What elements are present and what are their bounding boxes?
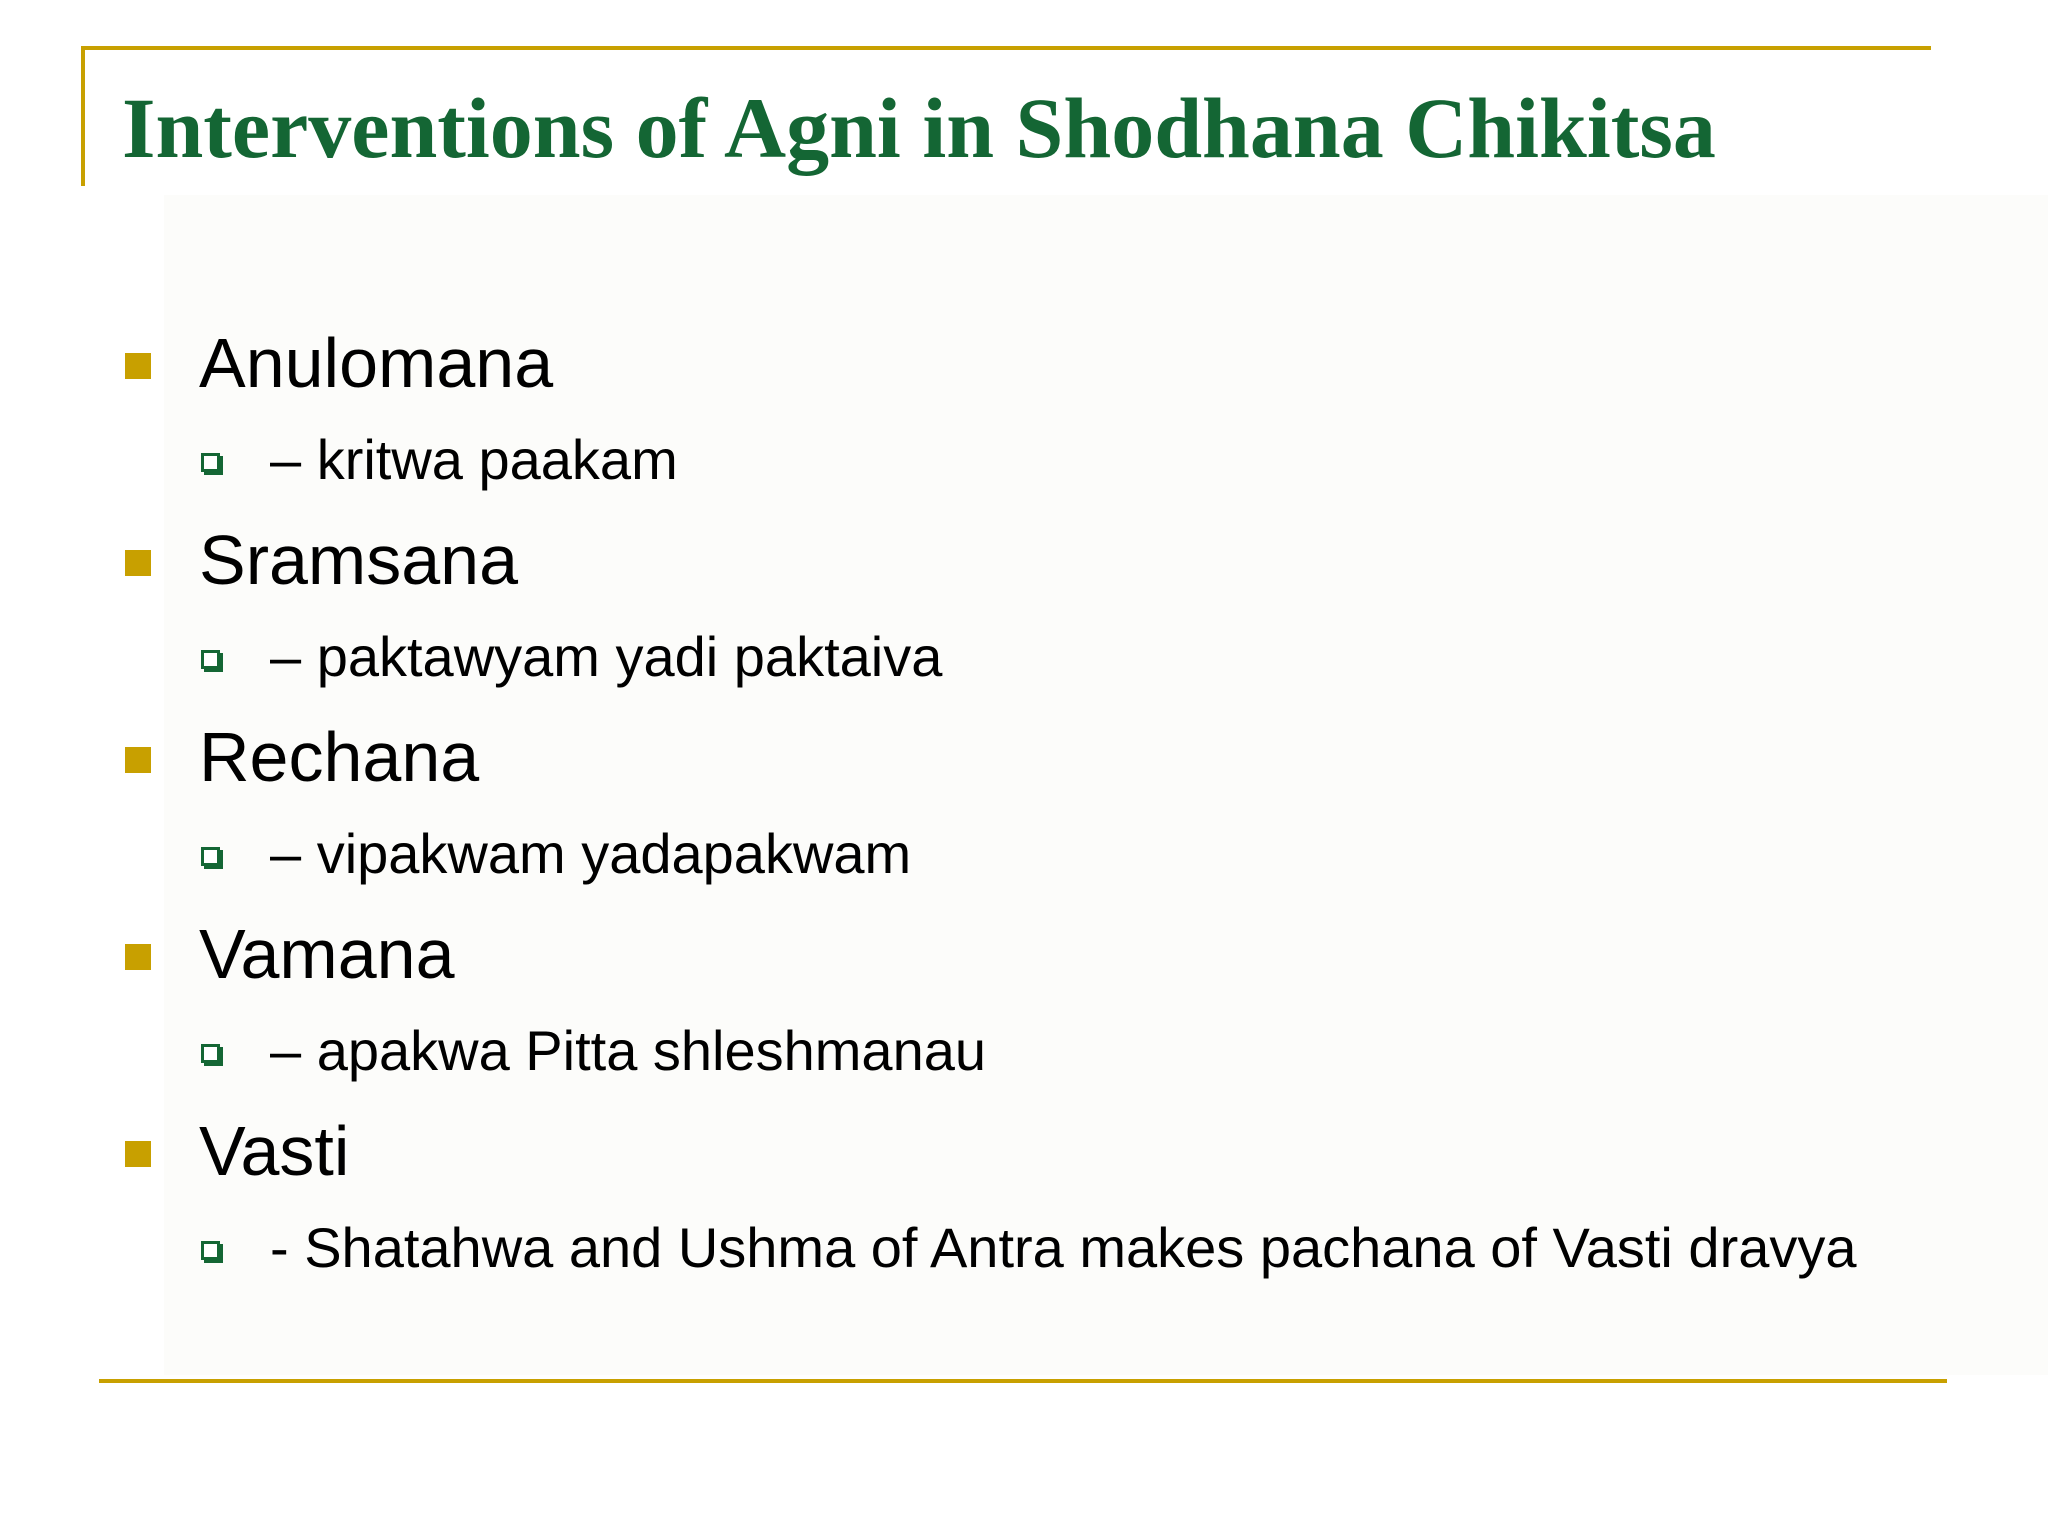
sub-item-rechana: [270, 816, 1910, 892]
list-item-label: Vamana: [199, 915, 455, 993]
hollow-square-bullet-icon: [201, 453, 220, 472]
hollow-square-bullet-icon: [201, 1241, 220, 1260]
sub-item-vamana: [270, 1013, 1910, 1089]
list-item-vasti: [199, 1111, 349, 1191]
list-item-rechana: [199, 717, 479, 797]
sub-item-text: – paktawyam yadi paktaiva: [270, 625, 943, 688]
title-frame-left-rule: [81, 46, 85, 186]
sub-item-text: – apakwa Pitta shleshmanau: [270, 1019, 986, 1082]
hollow-square-bullet-icon: [201, 847, 220, 866]
square-bullet-icon: [125, 747, 151, 773]
sub-item-text: – kritwa paakam: [270, 428, 678, 491]
square-bullet-icon: [125, 353, 151, 379]
square-bullet-icon: [125, 550, 151, 576]
square-bullet-icon: [125, 1141, 151, 1167]
footer-rule: [99, 1379, 1947, 1383]
sub-item-sramsana: [270, 619, 1910, 695]
sub-item-text: – vipakwam yadapakwam: [270, 822, 912, 885]
sub-item-anulomana: [270, 422, 1910, 498]
hollow-square-bullet-icon: [201, 1044, 220, 1063]
list-item-anulomana: [199, 323, 553, 403]
list-item-label: Anulomana: [199, 324, 554, 402]
title-frame-top-rule: [81, 46, 1931, 50]
list-item-sramsana: [199, 520, 518, 600]
list-item-label: Sramsana: [199, 521, 519, 599]
list-item-label: Vasti: [199, 1112, 350, 1190]
list-item-label: Rechana: [199, 718, 480, 796]
list-item-vamana: [199, 914, 455, 994]
slide-title: Interventions of Agni in Shodhana Chikitsa: [122, 80, 1716, 176]
sub-item-vasti: [270, 1210, 1910, 1286]
hollow-square-bullet-icon: [201, 650, 220, 669]
square-bullet-icon: [125, 944, 151, 970]
sub-item-text: - Shatahwa and Ushma of Antra makes pachana of Vasti dravya: [270, 1216, 1857, 1279]
